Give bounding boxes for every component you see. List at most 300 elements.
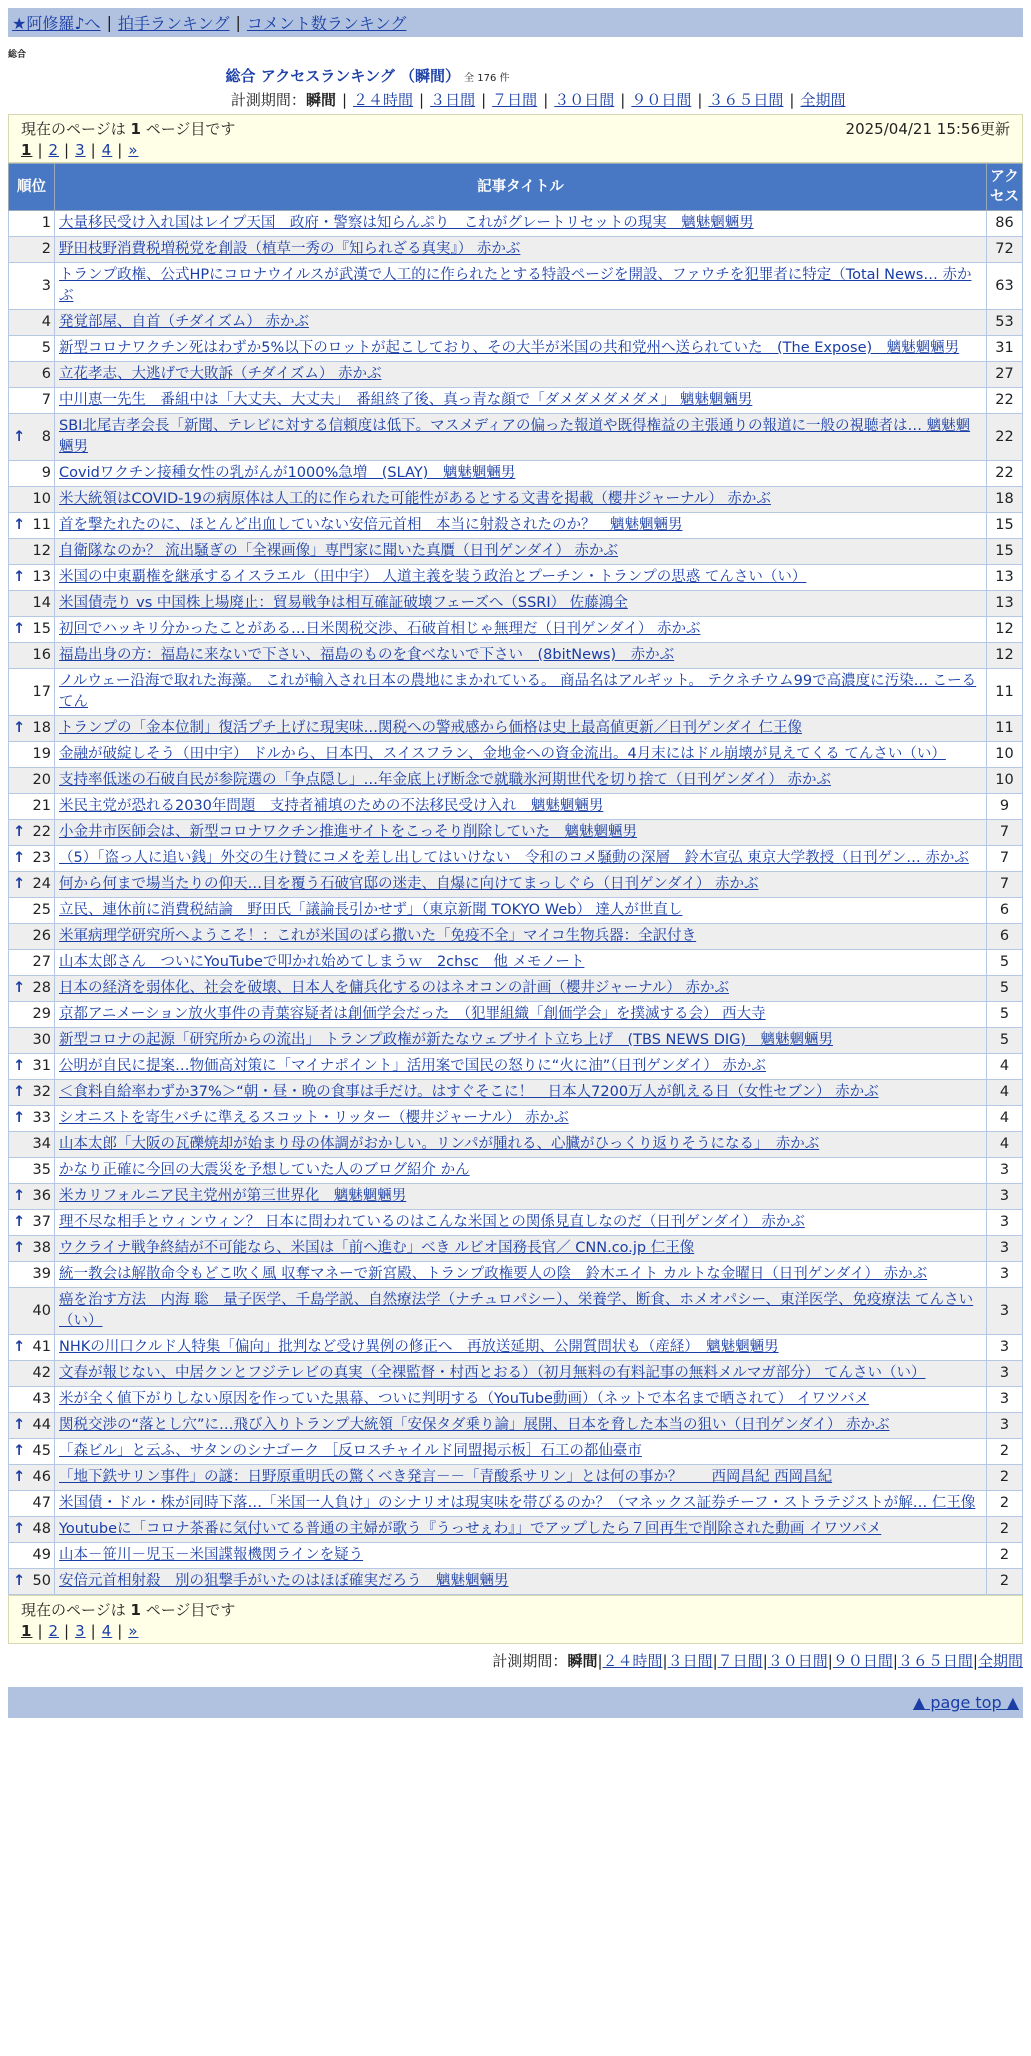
rank-number: 34 bbox=[32, 1136, 51, 1152]
rank-cell bbox=[9, 461, 55, 487]
pager-separator: | bbox=[117, 141, 124, 159]
period-separator: | bbox=[789, 91, 795, 109]
title-cell bbox=[55, 263, 987, 310]
title-column-header: 記事タイトル bbox=[55, 164, 987, 211]
article-title-link[interactable]: Youtubeに「コロナ茶番に気付いてる普通の主婦が歌う『うっせぇわ』」でアップしたら７回再生で削除された動画 イワツバメ bbox=[59, 1521, 882, 1537]
period-separator: | bbox=[419, 91, 425, 109]
table-row bbox=[9, 950, 1023, 976]
article-title-link[interactable]: 米軍病理学研究所へようこそ！：これが米国のばら撒いた「免疫不全」マイコ生物兵器：全訳付き bbox=[59, 928, 697, 944]
access-count: 4 bbox=[987, 1106, 1023, 1132]
access-count: 13 bbox=[987, 565, 1023, 591]
access-count: 86 bbox=[987, 211, 1023, 237]
access-count: 22 bbox=[987, 461, 1023, 487]
rank-number: 42 bbox=[32, 1365, 51, 1381]
pager-page-link[interactable]: 4 bbox=[101, 1622, 113, 1640]
rank-number: 41 bbox=[32, 1339, 51, 1355]
period-link[interactable]: ７日間 bbox=[717, 1652, 763, 1670]
access-count: 11 bbox=[987, 716, 1023, 742]
period-separator: | bbox=[827, 1652, 833, 1670]
title-cell bbox=[55, 1439, 987, 1465]
rank-number: 29 bbox=[32, 1006, 51, 1022]
rank-number: 12 bbox=[32, 543, 51, 559]
rank-cell bbox=[9, 263, 55, 310]
rank-cell bbox=[9, 1002, 55, 1028]
table-row bbox=[9, 1210, 1023, 1236]
rank-number: 46 bbox=[32, 1469, 51, 1485]
rank-number: 24 bbox=[32, 876, 51, 892]
article-title-link[interactable]: 米大統領はCOVID-19の病原体は人工的に作られた可能性があるとする文書を掲載（櫻井ジャーナル） 赤かぶ bbox=[59, 491, 771, 507]
pager-next-link[interactable]: » bbox=[128, 141, 139, 159]
table-row bbox=[9, 388, 1023, 414]
rank-up-arrow-icon: ↑ bbox=[13, 1469, 26, 1485]
applause-ranking-link[interactable]: 拍手ランキング bbox=[117, 14, 230, 33]
title-cell bbox=[55, 461, 987, 487]
article-title-link[interactable]: 発覚部屋、自首（チダイズム） 赤かぶ bbox=[59, 314, 309, 330]
rank-number: 6 bbox=[41, 366, 51, 382]
rank-up-arrow-icon: ↑ bbox=[13, 1240, 26, 1256]
access-count: 22 bbox=[987, 388, 1023, 414]
article-title-link[interactable]: トランプの「金本位制」復活プチ上げに現実味…関税への警戒感から価格は史上最高値更新／日刊ゲンダイ 仁王像 bbox=[59, 720, 802, 736]
title-cell bbox=[55, 794, 987, 820]
comment-ranking-link[interactable]: コメント数ランキング bbox=[246, 14, 407, 33]
period-label: 計測期間： bbox=[492, 1652, 568, 1670]
title-cell bbox=[55, 846, 987, 872]
access-count: 3 bbox=[987, 1387, 1023, 1413]
access-count: 11 bbox=[987, 669, 1023, 716]
table-row bbox=[9, 716, 1023, 742]
access-count: 5 bbox=[987, 976, 1023, 1002]
rank-number: 18 bbox=[32, 720, 51, 736]
rank-cell bbox=[9, 846, 55, 872]
rank-number: 8 bbox=[41, 428, 51, 445]
article-title-link[interactable]: 米民主党が恐れる2030年問題 支持者補填のための不法移民受け入れ 魑魅魍魎男 bbox=[59, 798, 604, 814]
article-title-link[interactable]: 立花孝志、大逃げで大敗訴（チダイズム） 赤かぶ bbox=[59, 366, 382, 382]
rank-up-arrow-icon: ↑ bbox=[13, 428, 26, 445]
access-count: 2 bbox=[987, 1569, 1023, 1595]
table-row bbox=[9, 1002, 1023, 1028]
article-title-link[interactable]: 米が全く値下がりしない原因を作っていた黒幕、ついに判明する（YouTube動画）（ネットで本名まで晒されて） イワツバメ bbox=[59, 1391, 870, 1407]
rank-number: 36 bbox=[32, 1188, 51, 1204]
period-selector bbox=[186, 89, 846, 110]
article-title-link[interactable]: 「地下鉄サリン事件」の謎：日野原重明氏の驚くべき発言－－「青酸系サリン」とは何の事か？ 西岡昌紀 西岡昌紀 bbox=[59, 1469, 833, 1485]
article-title-link[interactable]: 山本太郎さん ついにYouTubeで叩かれ始めてしまうｗ 2chsc 他 メモノート bbox=[59, 954, 585, 970]
page-title-text: 総合 アクセスランキング （瞬間） bbox=[225, 67, 461, 85]
article-title-link[interactable]: 福島出身の方：福島に来ないで下さい、福島のものを食べないで下さい (8bitNews) 赤かぶ bbox=[59, 647, 675, 663]
pager-page-link[interactable]: 2 bbox=[48, 141, 60, 159]
table-row bbox=[9, 872, 1023, 898]
top-nav-bar bbox=[8, 8, 1023, 37]
access-count: 22 bbox=[987, 414, 1023, 461]
rank-cell bbox=[9, 211, 55, 237]
article-title-link[interactable]: 理不尽な相手とウィンウィン？ 日本に問われているのはこんな米国との関係見直しなのだ（日刊ゲンダイ） 赤かぶ bbox=[59, 1214, 805, 1230]
table-row bbox=[9, 1569, 1023, 1595]
period-separator: | bbox=[481, 91, 487, 109]
table-row bbox=[9, 591, 1023, 617]
period-separator: | bbox=[620, 91, 626, 109]
rank-cell bbox=[9, 1465, 55, 1491]
title-cell bbox=[55, 487, 987, 513]
title-cell bbox=[55, 310, 987, 336]
title-cell bbox=[55, 211, 987, 237]
rank-cell bbox=[9, 643, 55, 669]
title-cell bbox=[55, 1517, 987, 1543]
pager-next-link[interactable]: » bbox=[128, 1622, 139, 1640]
pager-page-link[interactable]: 4 bbox=[101, 141, 113, 159]
rank-number: 25 bbox=[32, 902, 51, 918]
table-row bbox=[9, 461, 1023, 487]
article-title-link[interactable]: 自衛隊なのか？ 流出騒ぎの「全裸画像」専門家に聞いた真贋（日刊ゲンダイ） 赤かぶ bbox=[59, 543, 619, 559]
article-title-link[interactable]: 統一教会は解散命令もどこ吹く風 収奪マネーで新宮殿、トランプ政権要人の陰 鈴木エイト カルトな金曜日（日刊ゲンダイ） 赤かぶ bbox=[59, 1266, 928, 1282]
table-row bbox=[9, 1028, 1023, 1054]
article-title-link[interactable]: ウクライナ戦争終結が不可能なら、米国は「前へ進む」べき ルビオ国務長官／ CNN.co.jp 仁王像 bbox=[59, 1240, 695, 1256]
title-cell bbox=[55, 1288, 987, 1335]
access-count: 72 bbox=[987, 237, 1023, 263]
title-cell bbox=[55, 513, 987, 539]
access-count: 2 bbox=[987, 1465, 1023, 1491]
article-title-link[interactable]: ＜食料自給率わずか37%＞“朝・昼・晩の食事は手だけ。はすぐそこに！ 日本人7200万人が飢える日（女性セブン） 赤かぶ bbox=[59, 1084, 879, 1100]
period-link[interactable]: ９０日間 bbox=[631, 91, 692, 109]
article-title-link[interactable]: 京都アニメーション放火事件の青葉容疑者は創価学会だった （犯罪組織「創価学会」を撲滅する会） 西大寺 bbox=[59, 1006, 766, 1022]
title-cell bbox=[55, 1465, 987, 1491]
rank-up-arrow-icon: ↑ bbox=[13, 1339, 26, 1355]
pager-page-link[interactable]: 3 bbox=[75, 141, 86, 159]
rank-cell bbox=[9, 768, 55, 794]
title-cell bbox=[55, 362, 987, 388]
page-info-box bbox=[8, 114, 1023, 163]
rank-number: 47 bbox=[32, 1495, 51, 1511]
table-row bbox=[9, 1439, 1023, 1465]
pager-page-link[interactable]: 2 bbox=[48, 1622, 60, 1640]
rank-number: 19 bbox=[32, 746, 51, 762]
article-title-link[interactable]: 米国の中東覇権を継承するイスラエル（田中宇） 人道主義を装う政治とプーチン・トランプの思惑 てんさい（い） bbox=[59, 569, 807, 585]
article-title-link[interactable]: ノルウェー沿海で取れた海藻。 これが輸入され日本の農地にまかれている。 商品名はアルギット。 テクネチウム99で高濃度に汚染… こーるてん bbox=[59, 673, 977, 710]
rank-cell bbox=[9, 1184, 55, 1210]
pager bbox=[21, 1622, 1010, 1640]
rank-cell bbox=[9, 1158, 55, 1184]
table-row bbox=[9, 237, 1023, 263]
rank-number: 37 bbox=[32, 1214, 51, 1230]
title-cell bbox=[55, 617, 987, 643]
table-row bbox=[9, 1491, 1023, 1517]
access-count: 63 bbox=[987, 263, 1023, 310]
rank-cell bbox=[9, 1491, 55, 1517]
rank-cell bbox=[9, 388, 55, 414]
period-separator: | bbox=[597, 1652, 603, 1670]
access-count: 53 bbox=[987, 310, 1023, 336]
rank-number: 43 bbox=[32, 1391, 51, 1407]
rank-cell bbox=[9, 336, 55, 362]
rank-number: 15 bbox=[32, 621, 51, 637]
rank-up-arrow-icon: ↑ bbox=[13, 1188, 26, 1204]
period-link[interactable]: ３０日間 bbox=[554, 91, 615, 109]
access-count: 15 bbox=[987, 539, 1023, 565]
rank-cell bbox=[9, 1517, 55, 1543]
pager-page-link[interactable]: 3 bbox=[75, 1622, 86, 1640]
rank-column-header: 順位 bbox=[9, 164, 55, 211]
updated-timestamp: 2025/04/21 15:56更新 bbox=[845, 120, 1010, 138]
article-title-link[interactable]: 大量移民受け入れ国はレイプ天国 政府・警察は知らんぷり これがグレートリセットの現実 魑魅魍魎男 bbox=[59, 215, 754, 231]
rank-number: 13 bbox=[32, 569, 51, 585]
rank-cell bbox=[9, 898, 55, 924]
rank-number: 10 bbox=[32, 491, 51, 507]
rank-cell bbox=[9, 820, 55, 846]
rank-up-arrow-icon: ↑ bbox=[13, 1058, 26, 1074]
article-title-link[interactable]: 山本－笹川－児玉－米国諜報機関ラインを疑う bbox=[59, 1547, 364, 1563]
period-link[interactable]: 全期間 bbox=[800, 91, 846, 109]
table-row bbox=[9, 565, 1023, 591]
rank-cell bbox=[9, 924, 55, 950]
period-separator: | bbox=[341, 91, 348, 109]
rank-up-arrow-icon: ↑ bbox=[13, 824, 26, 840]
article-title-link[interactable]: 何から何まで場当たりの仰天…目を覆う石破官邸の迷走、自爆に向けてまっしぐら（日刊ゲンダイ） 赤かぶ bbox=[59, 876, 759, 892]
article-title-link[interactable]: 日本の経済を弱体化、社会を破壊、日本人を傭兵化するのはネオコンの計画（櫻井ジャーナル） 赤かぶ bbox=[59, 980, 730, 996]
rank-up-arrow-icon: ↑ bbox=[13, 876, 26, 892]
access-count: 4 bbox=[987, 1080, 1023, 1106]
ranking-header bbox=[186, 65, 846, 110]
rank-number: 39 bbox=[32, 1266, 51, 1282]
rank-number: 49 bbox=[32, 1547, 51, 1563]
table-row bbox=[9, 362, 1023, 388]
rank-up-arrow-icon: ↑ bbox=[13, 1521, 26, 1537]
pager-current: 1 bbox=[21, 1622, 33, 1640]
access-count: 10 bbox=[987, 742, 1023, 768]
rank-number: 17 bbox=[32, 683, 51, 700]
period-link[interactable]: ３日間 bbox=[430, 91, 476, 109]
title-cell bbox=[55, 414, 987, 461]
table-row bbox=[9, 643, 1023, 669]
table-row bbox=[9, 1288, 1023, 1335]
access-count: 2 bbox=[987, 1439, 1023, 1465]
title-cell bbox=[55, 1262, 987, 1288]
pager-separator: | bbox=[90, 141, 97, 159]
title-cell bbox=[55, 1543, 987, 1569]
article-title-link[interactable]: 首を撃たれたのに、ほとんど出血していない安倍元首相 本当に射殺されたのか？ 魑魅魍魎男 bbox=[59, 517, 683, 533]
period-link[interactable]: ２４時間 bbox=[602, 1652, 663, 1670]
rank-up-arrow-icon: ↑ bbox=[13, 1214, 26, 1230]
rank-up-arrow-icon: ↑ bbox=[13, 569, 26, 585]
table-row bbox=[9, 414, 1023, 461]
article-title-link[interactable]: 「森ビル」と云ふ、サタンのシナゴーク ［反ロスチャイルド同盟掲示板］石工の都仙臺市 bbox=[59, 1443, 642, 1459]
table-row bbox=[9, 310, 1023, 336]
rank-cell bbox=[9, 1413, 55, 1439]
article-title-link[interactable]: NHKの川口クルド人特集「偏向」批判など受け異例の修正へ 再放送延期、公開質問状も（産経） 魑魅魍魎男 bbox=[59, 1339, 779, 1355]
table-row bbox=[9, 1413, 1023, 1439]
rank-number: 21 bbox=[32, 798, 51, 814]
rank-cell bbox=[9, 1106, 55, 1132]
period-separator: | bbox=[762, 1652, 768, 1670]
period-separator: | bbox=[697, 91, 703, 109]
page-number: 1 bbox=[130, 1601, 141, 1619]
period-link[interactable]: ３６５日間 bbox=[708, 91, 784, 109]
period-link[interactable]: ３６５日間 bbox=[897, 1652, 973, 1670]
article-title-link[interactable]: トランプ政権、公式HPにコロナウイルスが武漢で人工的に作られたとする特設ページを開設、ファウチを犯罪者に特定（Total News… 赤かぶ bbox=[59, 267, 972, 304]
table-row bbox=[9, 336, 1023, 362]
article-title-link[interactable]: 新型コロナワクチン死はわずか5%以下のロットが起こしており、その大半が米国の共和党州へ送られていた (The Expose) 魑魅魍魎男 bbox=[59, 340, 960, 356]
access-count: 2 bbox=[987, 1543, 1023, 1569]
article-title-link[interactable]: 米国債・ドル・株が同時下落…「米国一人負け」のシナリオは現実味を帯びるのか？（マネックス証券チーフ・ストラテジストが解… 仁王像 bbox=[59, 1495, 976, 1511]
article-title-link[interactable]: SBI北尾吉孝会長「新聞、テレビに対する信頼度は低下。マスメディアの偏った報道や既得権益の主張通りの報道に一般の視聴者は… 魑魅魍魎男 bbox=[59, 418, 971, 455]
rank-number: 14 bbox=[32, 595, 51, 611]
rank-number: 5 bbox=[41, 340, 51, 356]
rank-cell bbox=[9, 716, 55, 742]
period-link[interactable]: ３０日間 bbox=[767, 1652, 828, 1670]
access-count: 12 bbox=[987, 643, 1023, 669]
access-count: 9 bbox=[987, 794, 1023, 820]
period-current: 瞬間 bbox=[567, 1652, 598, 1670]
table-row bbox=[9, 924, 1023, 950]
title-cell bbox=[55, 539, 987, 565]
title-cell bbox=[55, 950, 987, 976]
period-link[interactable]: ７日間 bbox=[492, 91, 538, 109]
article-title-link[interactable]: 安倍元首相射殺 別の狙撃手がいたのはほぼ確実だろう 魑魅魍魎男 bbox=[59, 1573, 509, 1589]
article-title-link[interactable]: シオニストを寄生バチに準えるスコット・リッター（櫻井ジャーナル） 赤かぶ bbox=[59, 1110, 569, 1126]
title-cell bbox=[55, 742, 987, 768]
table-row bbox=[9, 768, 1023, 794]
rank-cell bbox=[9, 1210, 55, 1236]
rank-cell bbox=[9, 539, 55, 565]
article-title-link[interactable]: 金融が破綻しそう（田中宇） ドルから、日本円、スイスフラン、金地金への資金流出。4月末にはドル崩壊が見えてくる てんさい（い） bbox=[59, 746, 946, 762]
access-count: 15 bbox=[987, 513, 1023, 539]
table-row bbox=[9, 1054, 1023, 1080]
article-title-link[interactable]: 関税交渉の“落とし穴”に…飛び入りトランプ大統領「安保タダ乗り論」展開、日本を脅した本当の狙い（日刊ゲンダイ） 赤かぶ bbox=[59, 1417, 890, 1433]
rank-up-arrow-icon: ↑ bbox=[13, 720, 26, 736]
access-count: 6 bbox=[987, 898, 1023, 924]
period-separator: | bbox=[662, 1652, 668, 1670]
title-cell bbox=[55, 1158, 987, 1184]
article-title-link[interactable]: （5）「盗っ人に追い銭」外交の生け贄にコメを差し出してはいけない 令和のコメ騒動の深層 鈴木宣弘 東京大学教授（日刊ゲン… 赤かぶ bbox=[59, 850, 969, 866]
article-title-link[interactable]: Covidワクチン接種女性の乳がんが1000%急増 (SLAY) 魑魅魍魎男 bbox=[59, 465, 516, 481]
access-count: 3 bbox=[987, 1236, 1023, 1262]
table-row bbox=[9, 513, 1023, 539]
title-cell bbox=[55, 1028, 987, 1054]
table-row bbox=[9, 820, 1023, 846]
rank-cell bbox=[9, 1028, 55, 1054]
table-row bbox=[9, 846, 1023, 872]
article-title-link[interactable]: 小金井市医師会は、新型コロナワクチン推進サイトをこっそり削除していた 魑魅魍魎男 bbox=[59, 824, 637, 840]
rank-up-arrow-icon: ↑ bbox=[13, 980, 26, 996]
page-top-link[interactable]: ▲ page top ▲ bbox=[912, 1693, 1019, 1712]
article-title-link[interactable]: 野田枝野消費税増税党を創設（植草一秀の『知られざる真実』） 赤かぶ bbox=[59, 241, 521, 257]
rank-up-arrow-icon: ↑ bbox=[13, 621, 26, 637]
rank-cell bbox=[9, 1439, 55, 1465]
title-cell bbox=[55, 898, 987, 924]
rank-number: 22 bbox=[32, 824, 51, 840]
rank-number: 3 bbox=[41, 277, 51, 294]
access-count: 5 bbox=[987, 950, 1023, 976]
access-count: 3 bbox=[987, 1361, 1023, 1387]
pager-current: 1 bbox=[21, 141, 33, 159]
period-link[interactable]: 全期間 bbox=[977, 1652, 1023, 1670]
period-separator: | bbox=[543, 91, 549, 109]
rank-cell bbox=[9, 487, 55, 513]
article-title-link[interactable]: 米国債売り vs 中国株上場廃止：貿易戦争は相互確証破壊フェーズへ（SSRI） 佐藤鴻全 bbox=[59, 595, 628, 611]
access-count: 5 bbox=[987, 1002, 1023, 1028]
article-title-link[interactable]: 初回でハッキリ分かったことがある…日米関税交渉、石破首相じゃ無理だ（日刊ゲンダイ） 赤かぶ bbox=[59, 621, 701, 637]
rank-cell bbox=[9, 742, 55, 768]
title-cell bbox=[55, 591, 987, 617]
access-count: 4 bbox=[987, 1054, 1023, 1080]
rank-cell bbox=[9, 1543, 55, 1569]
rank-cell bbox=[9, 414, 55, 461]
period-link[interactable]: ２４時間 bbox=[353, 91, 414, 109]
table-row bbox=[9, 539, 1023, 565]
table-row bbox=[9, 1236, 1023, 1262]
table-row bbox=[9, 487, 1023, 513]
rank-cell bbox=[9, 1387, 55, 1413]
period-separator: | bbox=[892, 1652, 898, 1670]
pager-separator: | bbox=[90, 1622, 97, 1640]
access-count: 18 bbox=[987, 487, 1023, 513]
rank-number: 1 bbox=[41, 215, 51, 231]
access-count: 3 bbox=[987, 1184, 1023, 1210]
title-cell bbox=[55, 1491, 987, 1517]
rank-cell bbox=[9, 1236, 55, 1262]
rank-up-arrow-icon: ↑ bbox=[13, 1110, 26, 1126]
rank-cell bbox=[9, 1080, 55, 1106]
rank-cell bbox=[9, 872, 55, 898]
title-cell bbox=[55, 1210, 987, 1236]
rank-cell bbox=[9, 1335, 55, 1361]
article-title-link[interactable]: 山本太郎「大阪の瓦礫焼却が始まり母の体調がおかしい。リンパが腫れる、心臓がひっくり返りそうになる」 赤かぶ bbox=[59, 1136, 820, 1152]
article-title-link[interactable]: 立民、連休前に消費税結論 野田氏「議論長引かせず」（東京新聞 TOKYO Web） 達人が世直し bbox=[59, 902, 683, 918]
rank-number: 35 bbox=[32, 1162, 51, 1178]
article-title-link[interactable]: かなり正確に今回の大震災を予想していた人のブログ紹介 かん bbox=[59, 1162, 470, 1178]
period-link[interactable]: ９０日間 bbox=[832, 1652, 893, 1670]
access-count: 3 bbox=[987, 1158, 1023, 1184]
article-title-link[interactable]: 新型コロナの起源「研究所からの流出」 トランプ政権が新たなウェブサイト立ち上げ (TBS NEWS DIG) 魑魅魍魎男 bbox=[59, 1032, 834, 1048]
nav-separator: | bbox=[235, 13, 241, 32]
rank-cell bbox=[9, 1262, 55, 1288]
access-count: 3 bbox=[987, 1210, 1023, 1236]
rank-number: 11 bbox=[32, 517, 51, 533]
table-row bbox=[9, 1158, 1023, 1184]
access-count: 12 bbox=[987, 617, 1023, 643]
access-count: 6 bbox=[987, 924, 1023, 950]
rank-cell bbox=[9, 1054, 55, 1080]
home-link[interactable]: ★阿修羅♪へ bbox=[12, 14, 101, 33]
title-cell bbox=[55, 1361, 987, 1387]
access-count: 7 bbox=[987, 820, 1023, 846]
rank-number: 2 bbox=[41, 241, 51, 257]
rank-number: 32 bbox=[32, 1084, 51, 1100]
title-cell bbox=[55, 643, 987, 669]
article-title-link[interactable]: 支持率低迷の石破自民が参院選の「争点隠し」…年金底上げ断念で就職氷河期世代を切り捨て（日刊ゲンダイ） 赤かぶ bbox=[59, 772, 831, 788]
title-cell bbox=[55, 1387, 987, 1413]
rank-number: 48 bbox=[32, 1521, 51, 1537]
article-title-link[interactable]: 文春が報じない、中居クンとフジテレビの真実（全裸監督・村西とおる）（初月無料の有料記事の無料メルマガ部分） てんさい（い） bbox=[59, 1365, 926, 1381]
rank-number: 40 bbox=[32, 1302, 51, 1319]
table-row bbox=[9, 1517, 1023, 1543]
period-link[interactable]: ３日間 bbox=[667, 1652, 713, 1670]
rank-number: 27 bbox=[32, 954, 51, 970]
access-count: 3 bbox=[987, 1335, 1023, 1361]
rank-number: 33 bbox=[32, 1110, 51, 1126]
period-label: 計測期間： bbox=[230, 91, 306, 109]
article-title-link[interactable]: 公明が自民に提案…物価高対策に「マイナポイント」活用案で国民の怒りに“火に油”（日刊ゲンダイ） 赤かぶ bbox=[59, 1058, 766, 1074]
title-cell bbox=[55, 1080, 987, 1106]
title-cell bbox=[55, 336, 987, 362]
access-count: 3 bbox=[987, 1288, 1023, 1335]
rank-up-arrow-icon: ↑ bbox=[13, 1084, 26, 1100]
table-row bbox=[9, 1132, 1023, 1158]
article-title-link[interactable]: 米カリフォルニア民主党州が第三世界化 魑魅魍魎男 bbox=[59, 1188, 407, 1204]
table-row bbox=[9, 794, 1023, 820]
title-cell bbox=[55, 565, 987, 591]
title-cell bbox=[55, 1413, 987, 1439]
article-title-link[interactable]: 癌を治す方法 内海 聡 量子医学、千島学説、自然療法学（ナチュロパシー）、栄養学、断食、ホメオパシー、東洋医学、免疫療法 てんさい（い） bbox=[59, 1292, 974, 1329]
title-cell bbox=[55, 924, 987, 950]
article-title-link[interactable]: 中川恵一先生 番組中は「大丈夫、大丈夫」 番組終了後、真っ青な顔で「ダメダメダメダメ」 魑魅魍魎男 bbox=[59, 392, 753, 408]
